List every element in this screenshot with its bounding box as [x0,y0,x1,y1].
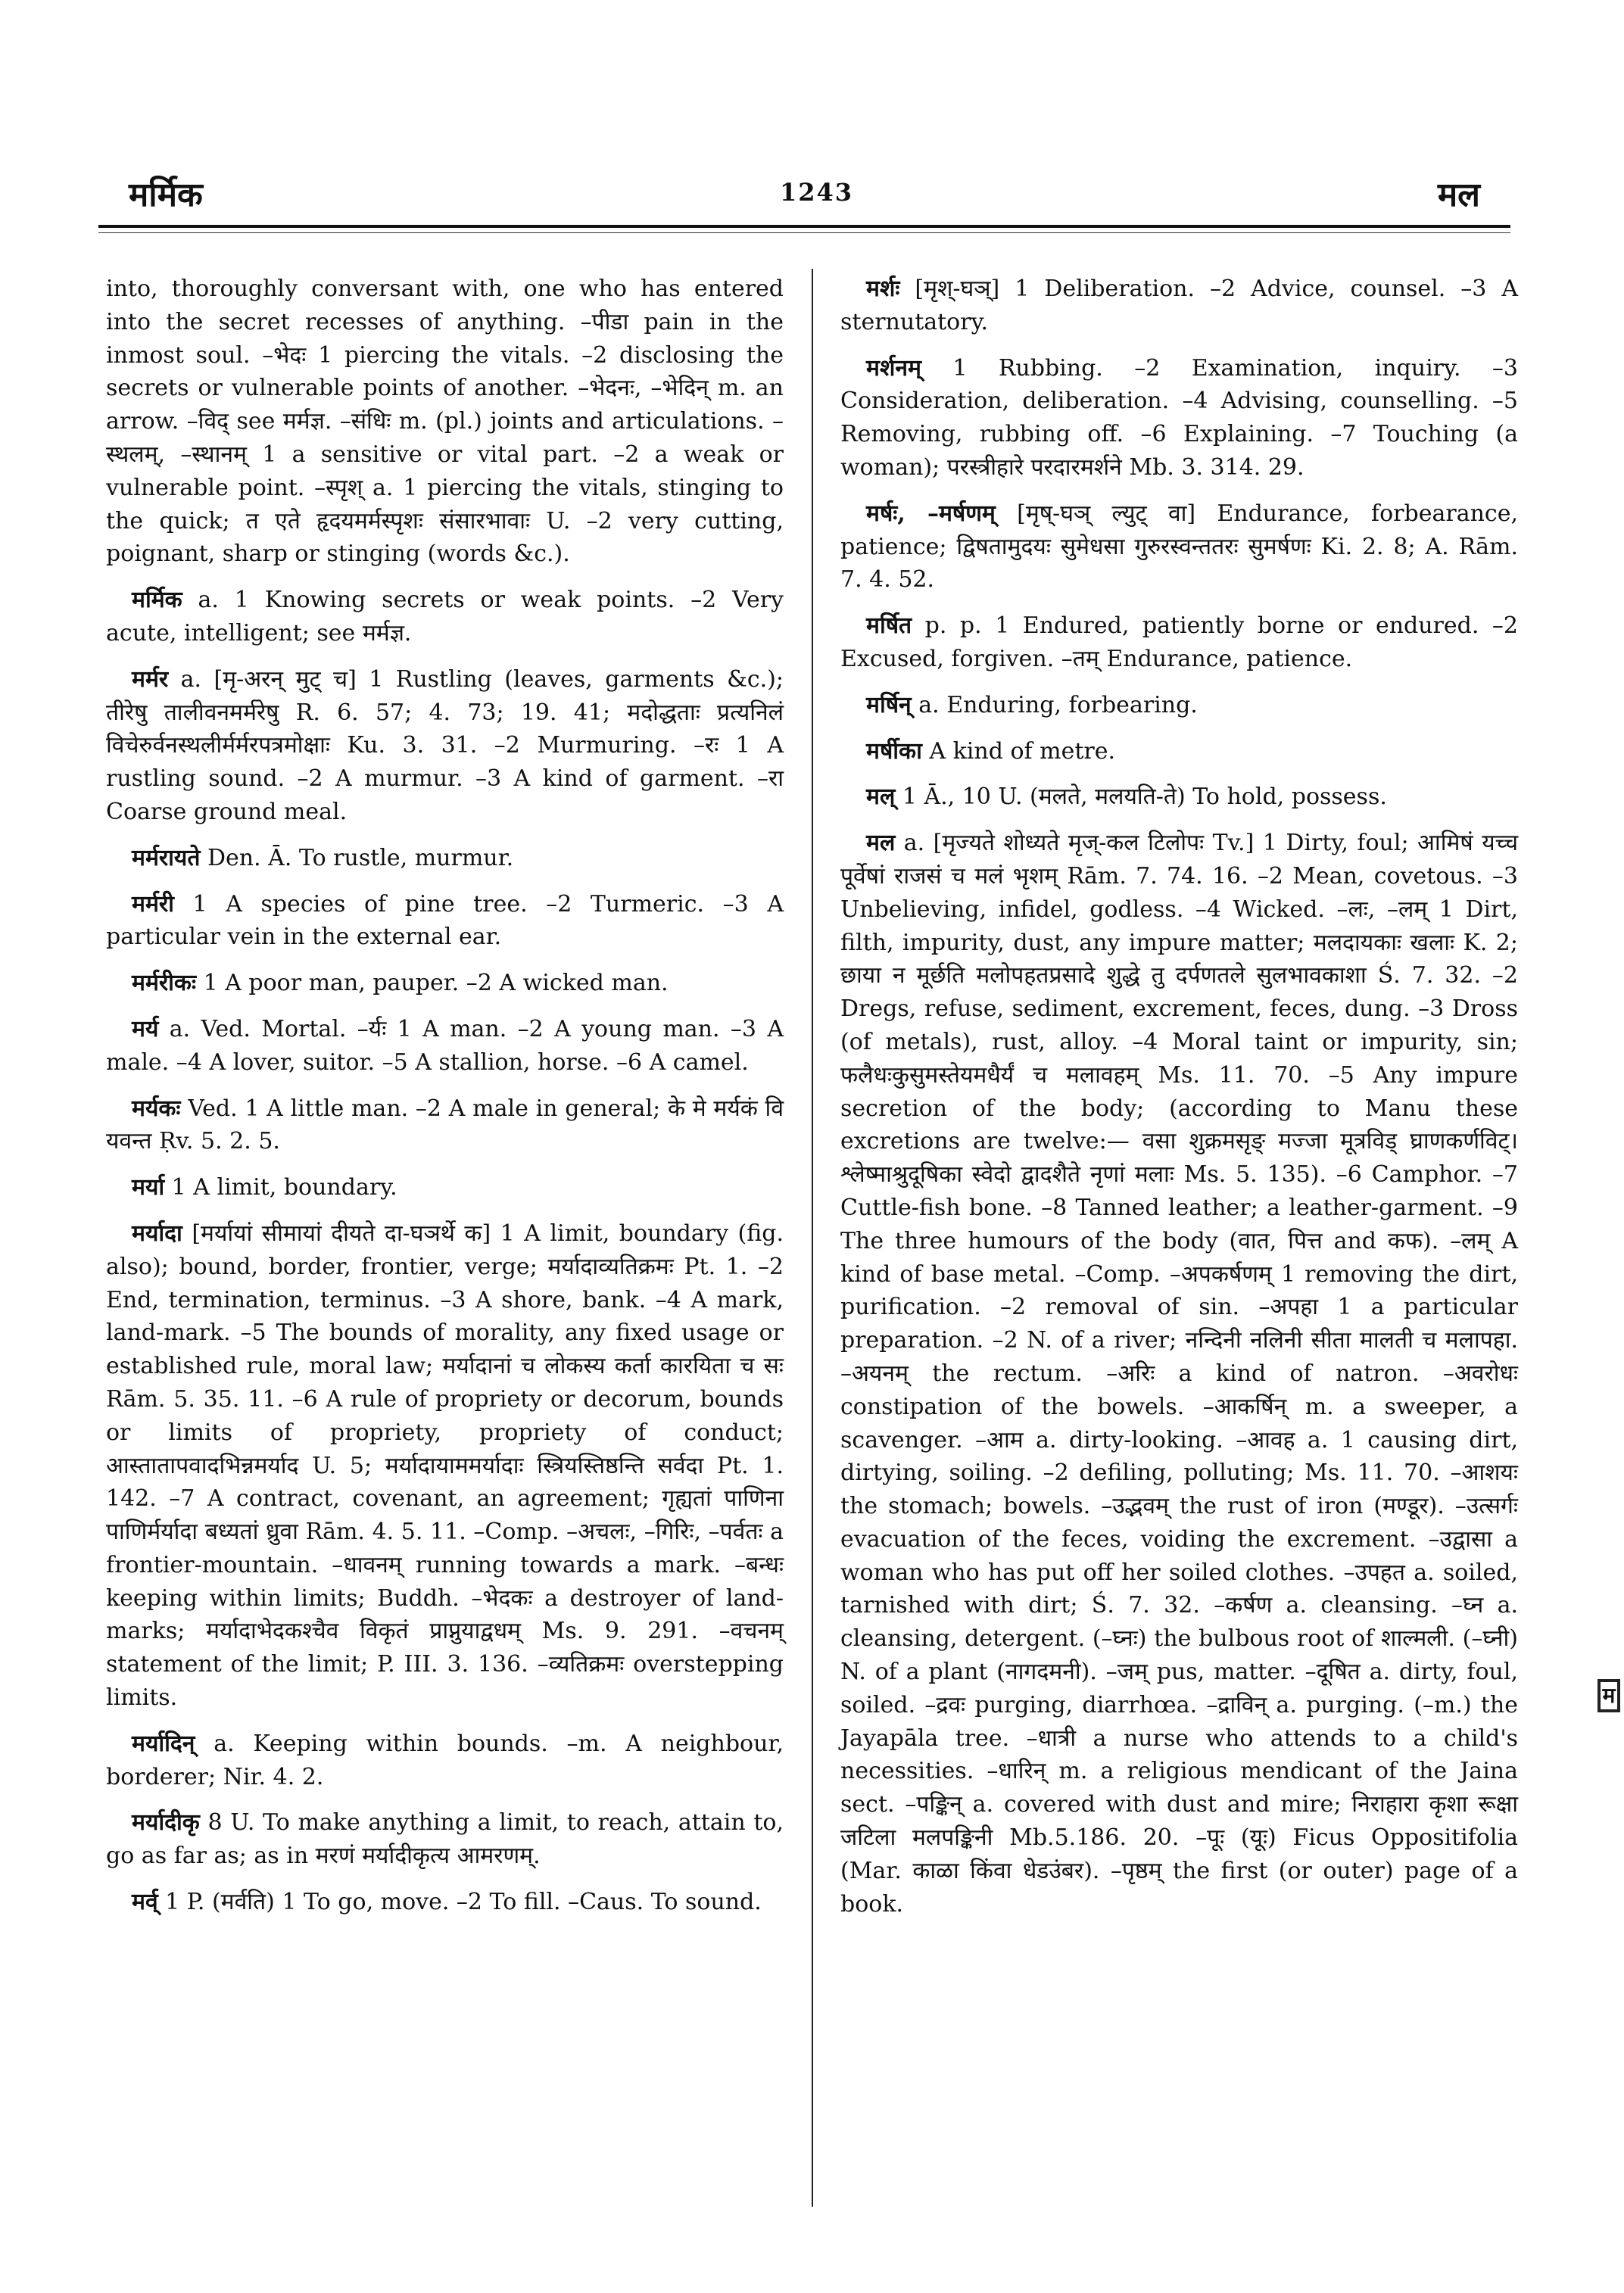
entry-definition: Den. Ā. To rustle, murmur. [200,844,514,871]
header-rule-thick [98,225,1510,228]
entry-definition: Ved. 1 A little man. –2 A male in general; के मे मर्यकं वि यवन्त Ṛv. 5. 2. 5. [106,1095,784,1155]
entry-headword: मर्शः [866,276,900,302]
dictionary-entry [840,827,1518,1921]
entry-headword: मल् [866,784,896,811]
dictionary-entry [106,1092,784,1159]
entry-headword: मर्यादा [132,1220,182,1247]
entry-definition: 8 U. To make anything a limit, to reach, attain to, go as far as; as in मरणं मर्यादीकृत्य आमरणम्. [106,1809,784,1870]
entry-definition: a. [मृज्यते शोध्यते मृज्-कल टिलोपः Tv.] 1 Dirty, foul; आमिषं यच्च पूर्वेषां राजसं च मलं भृशम् Rām. 7. 74. 16. –2 Mean, covetous. –3 Unbelieving, infidel, godless. –4 Wicked. –लः, –लम् 1 Dirt, filth, impurity, dust, any impure matter; मलदायकाः खलाः K. 2; छाया न मूर्छति मलोपहतप्रसादे शुद्धे तु दर्पणतले सुलभावकाशा Ś. 7. 32. –2 Dregs, refuse, sediment, excrement, feces, dung. –3 Dross (of metals), rust, alloy. –4 Moral taint or impurity, sin; फलैधःकुसुमस्तेयमधैर्यं च मलावहम् Ms. 11. 70. –5 Any impure secretion of the body; (according to Manu these excretions are twelve:— वसा शुक्रमसृङ् मज्जा मूत्रविड् घ्राणकर्णविट्। श्लेष्माश्रुदूषिका स्वेदो द्वादशैते नृणां मलाः Ms. 5. 135). –6 Camphor. –7 Cuttle-fish bone. –8 Tanned leather; a leather-garment. –9 The three humours of the body (वात, पित्त and कफ). –लम् A kind of base metal. –Comp. –अपकर्षणम् 1 removing the dirt, purification. –2 removal of sin. –अपहा 1 a particular preparation. –2 N. of a river; नन्दिनी नलिनी सीता मालती च मलापहा. –अयनम् the rectum. –अरिः a kind of natron. –अवरोधः constipation of the bowels. –आकर्षिन् m. a sweeper, a scavenger. –आम a. dirty-looking. –आवह a. 1 causing dirt, dirtying, soiling. –2 defiling, polluting; Ms. 11. 70. –आशयः the stomach; bowels. –उद्भवम् the rust of iron (मण्डूर). –उत्सर्गः evacuation of the feces, voiding the excrement. –उद्वासा a woman who has put off her soiled clothes. –उपहत a. soiled, tarnished with dirt; Ś. 7. 32. –कर्षण a. cleansing. –घ्न a. cleansing, detergent. (–घ्नः) the bulbous root of शाल्मली. (–घ्नी) N. of a plant (नागदमनी). –जम् pus, matter. –दूषित a. dirty, foul, soiled. –द्रवः purging, diarrhœa. –द्राविन् a. purging. (–m.) the Jayapāla tree. –धात्री a nurse who attends to a child's necessities. –धारिन् m. a religious mendicant of the Jaina sect. –पङ्किन् a. covered with dust and mire; निराहारा कृशा रूक्षा जटिला मलपङ्किनी Mb.5.186. 20. –पूः (यूः) Ficus Oppositifolia (Mar. काळा किंवा धेडउंबर). –पृष्ठम् the first (or outer) page of a book. [840,830,1518,1918]
entry-definition: a. 1 Knowing secrets or weak points. –2 Very acute, intelligent; see मर्मज्ञ. [106,587,784,646]
entry-definition: p. p. 1 Endured, patiently borne or endured. –2 Excused, forgiven. –तम् Endurance, patience. [840,612,1518,672]
entry-headword: मर्मरीकः [132,970,197,997]
entry-headword: मर्मिक [132,587,182,614]
dictionary-entry [840,689,1518,722]
entry-definition: into, thoroughly conversant with, one who has entered into the secret recesses of anything. –पीडा pain in the inmost soul. –भेदः 1 piercing the vitals. –2 disclosing the secrets or vulnerable points of another. –भेदनः, –भेदिन् m. an arrow. –विद् see मर्मज्ञ. –संधिः m. (pl.) joints and articulations. –स्थलम्, –स्थानम् 1 a sensitive or vital part. –2 a weak or vulnerable point. –स्पृश् a. 1 piercing the vitals, stinging to the quick; त एते हृदयमर्मस्पृशः संसारभावाः U. –2 very cutting, poignant, sharp or stinging (words &c.). [106,276,784,568]
entry-definition: [मर्यायां सीमायां दीयते दा-घञर्थे क] 1 A limit, boundary (fig. also); bound, border, frontier, verge; मर्यादाव्यतिक्रमः Pt. 1. –2 End, termination, terminus. –3 A shore, bank. –4 A mark, land-mark. –5 The bounds of morality, any fixed usage or established rule, moral law; मर्यादानां च लोकस्य कर्ता कारयिता च सः Rām. 5. 35. 11. –6 A rule of propriety or decorum, bounds or limits of propriety, propriety of conduct; आस्तातापवादभिन्नमर्याद U. 5; मर्यादायाममर्यादाः स्त्रियस्तिष्ठन्ति सर्वदा Pt. 1. 142. –7 A contract, covenant, an agreement; गृह्यतां पाणिना पाणिर्मर्यादा बध्यतां ध्रुवा Rām. 4. 5. 11. –Comp. –अचलः, –गिरिः, –पर्वतः a frontier-mountain. –धावनम् running towards a mark. –बन्धः keeping within limits; Buddh. –भेदकः a destroyer of land-marks; मर्यादाभेदकश्चैव विकृतं प्राप्नुयाद्वधम् Ms. 9. 291. –वचनम् statement of the limit; P. III. 3. 136. –व्यतिक्रमः overstepping limits. [106,1220,784,1712]
dictionary-entry [840,780,1518,814]
column-divider [812,269,813,2207]
page-header [98,155,1510,216]
dictionary-entry [106,584,784,650]
entry-headword: मर्षीका [866,737,922,765]
dictionary-entry [106,1013,784,1080]
left-running-headword: मर्मिक [129,176,203,214]
entry-headword: मर्य [132,1015,159,1042]
right-running-headword: मल [1437,176,1480,214]
dictionary-entry [106,1728,784,1794]
entry-headword: मर्यादीकृ [132,1809,200,1837]
entry-headword: मर्मरी [132,890,174,918]
dictionary-entry [840,352,1518,484]
entry-headword: मर्षिन् [866,691,912,718]
dictionary-entry [106,842,784,875]
entry-definition: A kind of metre. [921,737,1116,765]
entry-headword: मर्यकः [132,1095,181,1122]
right-column [840,273,1518,1933]
entry-definition: 1 Ā., 10 U. (मलते, मलयति-ते) To hold, possess. [895,784,1387,811]
dictionary-entry [840,609,1518,676]
dictionary-entry [106,888,784,955]
entry-definition: [मृश्-घञ्] 1 Deliberation. –2 Advice, counsel. –3 A sternutatory. [840,276,1518,335]
entry-headword: मर्षः, –मर्षणम् [866,500,996,527]
page-number: 1243 [780,178,854,207]
dictionary-entry [106,663,784,829]
entry-headword: मर्शनम् [866,354,921,382]
header-rule-thin [98,232,1510,233]
entry-headword: मल [866,830,896,857]
entry-definition: 1 Rubbing. –2 Examination, inquiry. –3 Consideration, deliberation. –4 Advising, counselling. –5 Removing, rubbing off. –6 Explaining. –7 Touching (a woman); परस्त्रीहारे परदारमर्शने Mb. 3. 314. 29. [840,354,1518,481]
entry-headword: मर्यादिन् [132,1730,195,1757]
entry-definition: a. Keeping within bounds. –m. A neighbour, borderer; Nir. 4. 2. [106,1730,784,1790]
dictionary-entry [106,273,784,571]
entry-definition: 1 A species of pine tree. –2 Turmeric. –3 A particular vein in the external ear. [106,890,784,951]
entry-headword: मर्या [132,1174,165,1201]
dictionary-entry [106,1806,784,1873]
entry-definition: a. Enduring, forbearing. [911,691,1198,718]
dictionary-entry [106,967,784,1000]
entry-headword: मर्व् [132,1889,158,1916]
entry-headword: मर्षित [866,612,912,640]
entry-definition: a. Ved. Mortal. –र्यः 1 A man. –2 A young man. –3 A male. –4 A lover, suitor. –5 A stallion, horse. –6 A camel. [106,1015,784,1076]
dictionary-entry [840,497,1518,597]
dictionary-entry [106,1171,784,1204]
thumb-index-tab[interactable]: म [1598,1679,1620,1712]
dictionary-entry [840,273,1518,339]
dictionary-entry [840,735,1518,768]
entry-headword: मर्मरायते [132,844,201,871]
entry-headword: मर्मर [132,665,169,693]
entry-definition: 1 A limit, boundary. [164,1174,397,1201]
entry-definition: 1 A poor man, pauper. –2 A wicked man. [196,970,669,997]
left-column [106,273,784,1932]
dictionary-entry [106,1886,784,1919]
entry-definition: [मृष्-घञ् ल्युट् वा] Endurance, forbearance, patience; द्विषतामुदयः सुमेधसा गुरुरस्वन्ततरः सुमर्षणः Ki. 2. 8; A. Rām. 7. 4. 52. [840,500,1518,594]
dictionary-entry [106,1217,784,1715]
entry-definition: a. [मृ-अरन् मुट् च] 1 Rustling (leaves, garments &c.); तीरेषु तालीवनमर्मरेषु R. 6. 57; 4. 73; 19. 41; मदोद्धताः प्रत्यनिलं विचेरुर्वनस्थलीर्मर्मरपत्रमोक्षाः Ku. 3. 31. –2 Murmuring. –रः 1 A rustling sound. –2 A murmur. –3 A kind of garment. –रा Coarse ground meal. [106,665,784,825]
entry-definition: 1 P. (मर्वति) 1 To go, move. –2 To fill. –Caus. To sound. [157,1889,762,1916]
